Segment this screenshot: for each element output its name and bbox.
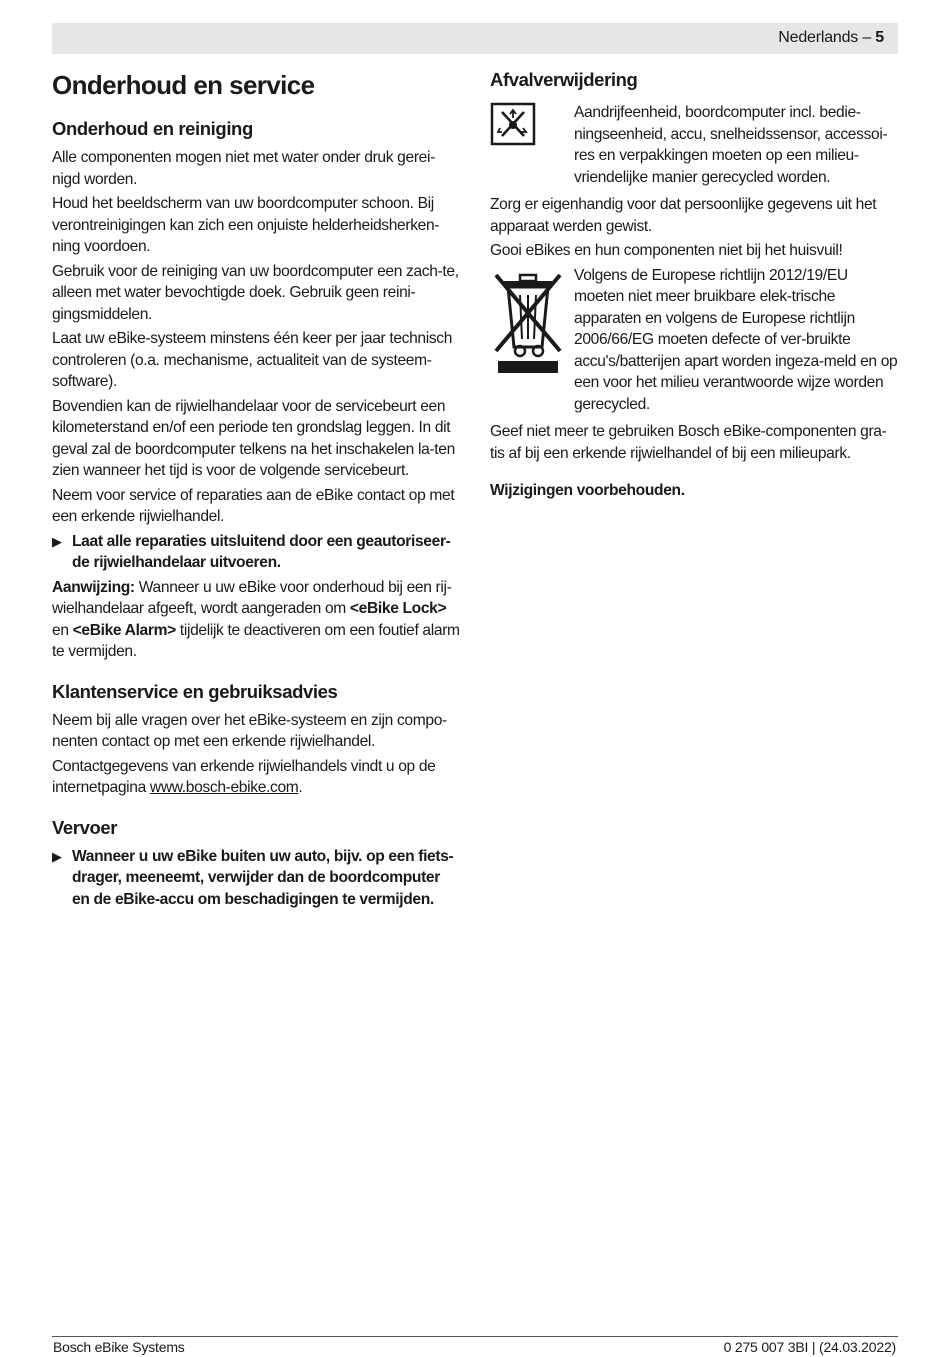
- header-language: Nederlands –: [778, 29, 872, 46]
- footer-doc-id: 0 275 007 3BI | (24.03.2022): [723, 1339, 896, 1355]
- bullet-item: [52, 846, 460, 911]
- paragraph: Zorg er eigenhandig voor dat persoonlijke gegevens uit het apparaat werden gewist.: [490, 196, 877, 235]
- section-heading-disposal: Afvalverwijdering: [490, 69, 638, 90]
- page-header: [52, 23, 898, 54]
- paragraph: Laat uw eBike-systeem minstens één keer per jaar technisch controleren (o.a. mechanisme, actualiteit van de systeem-software).: [52, 330, 453, 390]
- page-number: 5: [875, 29, 884, 46]
- bullet-text: Wanneer u uw eBike buiten uw auto, bijv. op een fiets-drager, meeneemt, verwijder dan de boordcomputer en de eBike-accu om beschadigingen te vermijden.: [72, 847, 454, 908]
- section-heading-customer-service: Klantenservice en gebruiksadvies: [52, 680, 338, 702]
- section-heading-transport: Vervoer: [52, 816, 118, 838]
- paragraph: Geef niet meer te gebruiken Bosch eBike-componenten gra-tis af bij een erkende rijwielhandel of bij een milieupark.: [490, 423, 887, 462]
- paragraph: Gebruik voor de reiniging van uw boordcomputer een zach-te, alleen met water bevochtigde doek. Gebruik geen reini-gingsmiddelen.: [52, 262, 459, 323]
- contact-end: .: [298, 779, 303, 796]
- paragraph: Alle componenten mogen niet met water onder druk gerei-nigd worden.: [52, 149, 435, 188]
- crossed-out-wheelie-bin-icon: [490, 265, 574, 419]
- page-title: Onderhoud en service: [52, 70, 315, 100]
- ebike-alarm-label: <eBike Alarm>: [72, 621, 176, 639]
- note-paragraph: [52, 577, 460, 663]
- note-text: tijdelijk te deactiveren om een foutief alarm te vermijden.: [52, 621, 460, 660]
- paragraph: Gooi eBikes en hun componenten niet bij het huisvuil!: [490, 242, 843, 259]
- paragraph: Bovendien kan de rijwielhandelaar voor de servicebeurt een kilometerstand en/of een periode ten grondslag leggen. In dit geval zal de boordcomputer telkens na het inschakelen la-ten zien wanneer het tijd is voor de volgende servicebeurt.: [52, 397, 455, 479]
- website-link[interactable]: www.bosch-ebike.com: [149, 779, 299, 796]
- disposal-packaging-text: Aandrijfeenheid, boordcomputer incl. bedie-ningseenheid, accu, snelheidssensor, accessoi-res en verpakkingen moeten op een milieu-vriendelijke manier gerecycled worden.: [574, 104, 888, 186]
- weee-directive-row: [490, 265, 898, 419]
- ebike-lock-label: <eBike Lock>: [349, 600, 447, 617]
- closing-note: Wijzigingen voorbehouden.: [490, 482, 685, 499]
- bullet-text: Laat alle reparaties uitsluitend door een geautoriseer-de rijwielhandelaar uitvoeren.: [72, 532, 451, 571]
- paragraph: Houd het beeldscherm van uw boordcomputer schoon. Bij verontreinigingen kan zich een onjuiste helderheidsherken-ning voordoen.: [52, 195, 440, 255]
- recycle-no-trash-icon: [490, 102, 574, 191]
- contact-text: Contactgegevens van erkende rijwielhandels vindt u op de internetpagina: [52, 757, 436, 796]
- disposal-packaging-row: [490, 102, 898, 191]
- bullet-item: [52, 531, 460, 574]
- section-heading-maintenance: Onderhoud en reiniging: [52, 118, 253, 139]
- paragraph: [52, 756, 460, 799]
- footer-divider: [52, 1336, 898, 1337]
- bullet-marker-icon: ▶: [52, 848, 62, 864]
- note-label: Aanwijzing:: [52, 578, 135, 596]
- weee-directive-text: Volgens de Europese richtlijn 2012/19/EU moeten niet meer bruikbare elek-trische apparaten en volgens de Europese richtlijn 2006/66/EG moeten defecte of ver-bruikte accu's/batterijen apart worden ingeza-meld en op een voor het milieu verantwoorde wijze worden gerecycled.: [574, 266, 898, 413]
- right-column: [490, 68, 898, 505]
- footer-brand: Bosch eBike Systems: [53, 1339, 185, 1355]
- left-column: [52, 68, 460, 913]
- header-text: [778, 29, 884, 47]
- bullet-marker-icon: ▶: [52, 533, 62, 549]
- note-text: Wanneer u uw eBike voor onderhoud bij een rij-wielhandelaar afgeeft, wordt aangeraden om: [52, 578, 452, 617]
- paragraph: Neem voor service of reparaties aan de eBike contact op met een erkende rijwielhandel.: [52, 486, 455, 525]
- note-text: en: [52, 621, 73, 639]
- paragraph: Neem bij alle vragen over het eBike-systeem en zijn compo-nenten contact op met een erkende rijwielhandel.: [52, 711, 447, 750]
